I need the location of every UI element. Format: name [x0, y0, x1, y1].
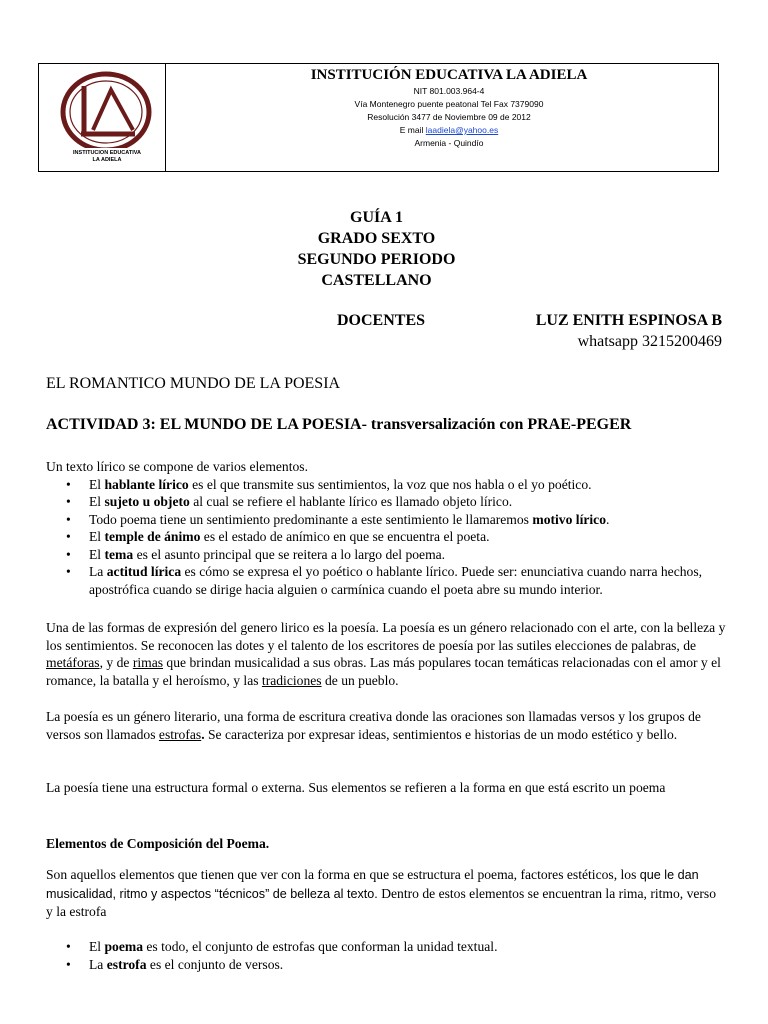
list-item: • El temple de ánimo es el estado de anímico en que se encuentra el poeta. [66, 529, 490, 544]
link-estrofas[interactable]: estrofas [158, 726, 202, 742]
title-line-1: GUÍA 1 [350, 209, 403, 226]
list-item: • El poema es todo, el conjunto de estrofas que conforman la unidad textual. [66, 939, 498, 954]
letterhead-text [179, 66, 719, 150]
email-line [179, 124, 719, 137]
paragraph-poetry-genre: Una de las formas de expresión del genero lirico es la poesía. La poesía es un género relacionado con el arte, con la belleza y los sentimientos. Se reconocen las dotes y el talento de los escritores de poesía por las sutiles elecciones de palabras, de metáforas, y de rimas que brindan musicalidad a sus obras. Las más populares tocan temáticas relacionadas con el amor y el romance, la batalla y el heroísmo, y las tradiciones de un pueblo. [46, 620, 726, 688]
elements-list [46, 476, 726, 599]
school-logo [45, 68, 175, 168]
email-label: E mail [399, 125, 426, 135]
paragraph-literary-genre: La poesía es un género literario, una forma de escritura creativa donde las oraciones son llamadas versos y los grupos de versos son llamados estrofas. Se caracteriza por expresar ideas, sentimientos e historias de un modo estético y bello. [46, 709, 701, 742]
address: Vía Montenegro puente peatonal Tel Fax 7379090 [354, 99, 544, 109]
docentes-label: DOCENTES [337, 312, 426, 329]
heading-main: EL ROMANTICO MUNDO DE LA POESIA [46, 375, 341, 392]
link-metaforas[interactable]: metáforas [46, 655, 100, 670]
header-divider [165, 64, 166, 171]
paragraph-composition: Son aquellos elementos que tienen que ver con la forma en que se estructura el poema, factores estéticos, los que le dan musicalidad, ritmo y aspectos “técnicos” de belleza al texto. Dentro de estos elementos se encuentran la rima, ritmo, verso y la estrofa [46, 867, 717, 919]
logo-text-1: INSTITUCION EDUCATIVA [73, 150, 141, 156]
section-heading-composition: Elementos de Composición del Poema. [46, 836, 270, 851]
list-item: • Todo poema tiene un sentimiento predominante a este sentimiento le llamaremos motivo lírico. [66, 511, 610, 527]
city: Armenia - Quindío [414, 138, 484, 148]
composition-list-section [46, 938, 726, 973]
letterhead-box [38, 63, 719, 172]
intro-section [46, 458, 726, 598]
list-item: • La actitud lírica es cómo se expresa el yo poético o hablante lírico. Puede ser: enunciativa cuando narra hechos, apostrófica cuando se dirige hacia alguien o carmínica cuando el poeta abre su mundo interior. [66, 564, 703, 597]
title-line-2: GRADO SEXTO [317, 230, 436, 247]
list-item: • El sujeto u objeto al cual se refiere el hablante lírico es llamado objeto lírico. [66, 494, 513, 509]
logo-text-2: LA ADIELA [92, 157, 122, 163]
whatsapp-contact: whatsapp 3215200469 [577, 333, 722, 350]
composition-list [46, 938, 726, 973]
school-name: INSTITUCIÓN EDUCATIVA LA ADIELA [310, 67, 588, 83]
nit: NIT 801.003.964-4 [413, 86, 485, 96]
list-item: • La estrofa es el conjunto de versos. [66, 956, 284, 972]
teacher-name: LUZ ENITH ESPINOSA B [535, 312, 722, 329]
heading-activity: ACTIVIDAD 3: EL MUNDO DE LA POESIA- transversalización con PRAE-PEGER [46, 416, 632, 433]
link-rimas[interactable]: rimas [132, 655, 164, 670]
guide-title [0, 207, 768, 291]
link-tradiciones[interactable]: tradiciones [261, 672, 322, 688]
intro-text: Un texto lírico se compone de varios elementos. [46, 459, 308, 474]
title-line-3: SEGUNDO PERIODO [297, 251, 456, 268]
list-item: • El hablante lírico es el que transmite sus sentimientos, la voz que nos habla o el yo poético. [66, 476, 592, 492]
resolution: Resolución 3477 de Noviembre 09 de 2012 [367, 112, 531, 122]
list-item: • El tema es el asunto principal que se reitera a lo largo del poema. [66, 546, 446, 562]
title-line-4: CASTELLANO [321, 272, 432, 289]
paragraph-structure: La poesía tiene una estructura formal o externa. Sus elementos se refieren a la forma en que está escrito un poema [46, 780, 666, 795]
email-link[interactable]: laadiela@yahoo.es [425, 125, 499, 135]
